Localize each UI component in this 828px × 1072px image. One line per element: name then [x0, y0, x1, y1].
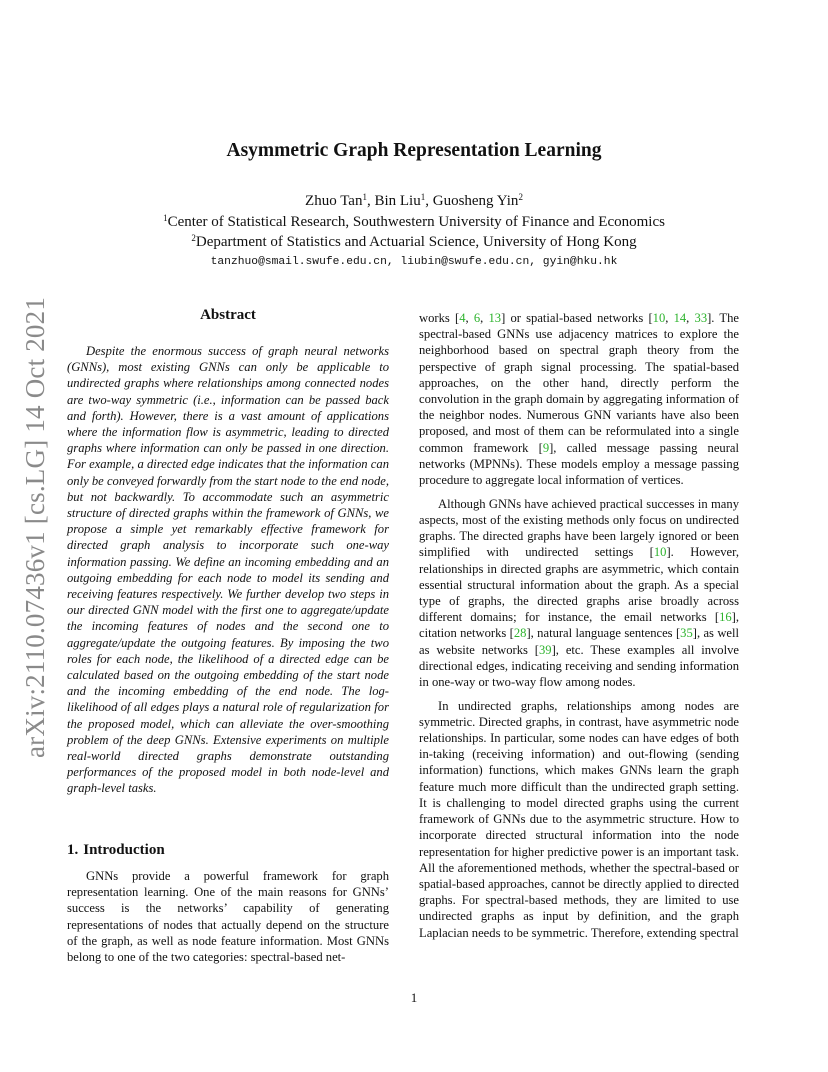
- citation-link[interactable]: 4: [459, 311, 466, 325]
- citation-link[interactable]: 16: [719, 610, 732, 625]
- page-number: 1: [410, 990, 418, 1005]
- section-heading-introduction: [67, 842, 165, 859]
- citation-link[interactable]: 9: [542, 440, 550, 455]
- author-name: Guosheng Yin: [432, 193, 519, 209]
- citation-link[interactable]: 35: [680, 626, 693, 641]
- author-affiliation-marker: 2: [518, 192, 523, 202]
- abstract-body: [67, 343, 389, 797]
- affiliation-2: [0, 234, 828, 251]
- body-paragraph: In undirected graphs, relationships among nodes are symmetric. Directed graphs, in contrast, have asymmetric node relationships. In particular, some nodes can have edges of both in-taking (receiving information) and out-flowing (sending information) functions, which makes GNNs learn the graph feature much more difficult than the undirected graph setting. It is challenging to model directed graphs using the current framework of GNNs due to the asymmetric structure. How to incorporate directed structural information into the node representation for higher predictive power is an important task. All the aforementioned methods, whether the spectral-based or spatial-based approaches, cannot be directly applied to directed graphs. For spectral-based methods, they are limited to use undirected graphs as input by definition, and the graph Laplacian needs to be symmetric. Therefore, extending spectral: [419, 698, 739, 940]
- author-name: Zhuo Tan: [305, 193, 363, 209]
- citation-link[interactable]: 10: [652, 311, 666, 325]
- citation-link[interactable]: 6: [473, 311, 481, 325]
- author-name: Bin Liu: [374, 193, 421, 209]
- citation-link[interactable]: 13: [488, 311, 502, 325]
- body-paragraph: Although GNNs have achieved practical successes in many aspects, most of the existing methods only focus on undirected graphs. The directed graphs have been largely ignored or been simplified with undirected settings [10]. However, relationships in directed graphs are asymmetric, which contain essential structural information about the graph. As a special type of graphs, the directed graphs arise broadly across different domains; for instance, the email networks [16], citation networks [28], natural language sentences [35], as well as website networks [39], etc. These examples all involve directional edges, indicating receiving and sending information in one-way or two-way flow among nodes.: [419, 496, 739, 689]
- citation-link[interactable]: 39: [539, 642, 552, 657]
- affiliation-marker: 2: [191, 233, 196, 243]
- abstract-paragraph: Despite the enormous success of graph neural networks (GNNs), most existing GNNs can only be applicable to undirected graphs where relationships among connected nodes are two-way symmetric (i.e., information can be passed back and forth). However, there is a vast amount of applications where the information flow is asymmetric, leading to directed graphs where information can only be passed in one direction. For example, a directed edge indicates that the information can only be conveyed forwardly from the start node to the end node, but not backwardly. To accommodate such an asymmetric structure of directed graphs within the framework of GNNs, we propose a simple yet remarkably effective framework for directed graph analysis to incorporate such one-way information passing. We define an incoming embedding and an outgoing embedding for each node to model its sending and receiving features respectively. We further develop two steps in our directed GNN model with the first one to aggregate/update the incoming features of nodes and the second one to aggregate/update the outgoing features. By imposing the two roles for each node, the likelihood of a directed edge can be calculated based on the outgoing embedding of the start node and the incoming embedding of the end node. The log-likelihood of all edges plays a natural role of regularization for the proposed model, which can alleviate the over-smoothing problem of the deep GNNs. Extensive experiments on multiple real-world directed graphs demonstrate outstanding performances of the proposed model in both node-level and graph-level tasks.: [67, 344, 389, 796]
- paragraph-continued: works [4, 6, 13] or spatial-based networks [10, 14, 33]. The spectral-based GNNs use adjacency matrices to explore the neighborhood based on spectral graph theory from the perspective of graph signal processing. The spatial-based approaches, on the other hand, directly perform the convolution in the graph domain by aggregating information of the neighbor nodes. Numerous GNN variants have also been proposed, and most of them can be reformulated into a single common framework [9], called message passing neural networks (MPNNs). These models employ a message passing procedure to aggregate local information of vertices.: [419, 311, 739, 488]
- affiliation-text: Department of Statistics and Actuarial Science, University of Hong Kong: [195, 234, 637, 250]
- author-affiliation-marker: 1: [362, 192, 367, 202]
- introduction-left-body: [67, 868, 389, 965]
- affiliation-text: Center of Statistical Research, Southwestern University of Finance and Economics: [167, 214, 665, 230]
- abstract-heading: Abstract: [200, 307, 256, 323]
- intro-paragraph: GNNs provide a powerful framework for graph representation learning. One of the main reasons for GNNs’ success is the networks’ capability of generating representations of nodes that actually depend on the structure of the graph, as well as node feature information. Most GNNs belong to one of the two categories: spectral-based net-: [67, 869, 389, 965]
- affiliation-1: [0, 214, 828, 231]
- citation-link[interactable]: 33: [694, 311, 708, 325]
- affiliation-marker: 1: [163, 213, 168, 223]
- author-emails: tanzhuo@smail.swufe.edu.cn, liubin@swufe.edu.cn, gyin@hku.hk: [210, 256, 618, 268]
- paper-title: Asymmetric Graph Representation Learning: [226, 140, 602, 161]
- section-title: Introduction: [83, 842, 165, 858]
- section-number: 1.: [67, 842, 79, 858]
- arxiv-identifier-stamp: arXiv:2110.07436v1 [cs.LG] 14 Oct 2021: [20, 296, 50, 758]
- author-list: Zhuo Tan$^1$, Bin Liu$^1$, Guosheng Yin$^2$: [305, 192, 523, 209]
- right-column-body: [419, 310, 739, 948]
- author-affiliation-marker: 1: [420, 192, 426, 202]
- citation-link[interactable]: 28: [513, 626, 527, 641]
- citation-link[interactable]: 14: [673, 311, 687, 325]
- citation-link[interactable]: 10: [653, 545, 667, 560]
